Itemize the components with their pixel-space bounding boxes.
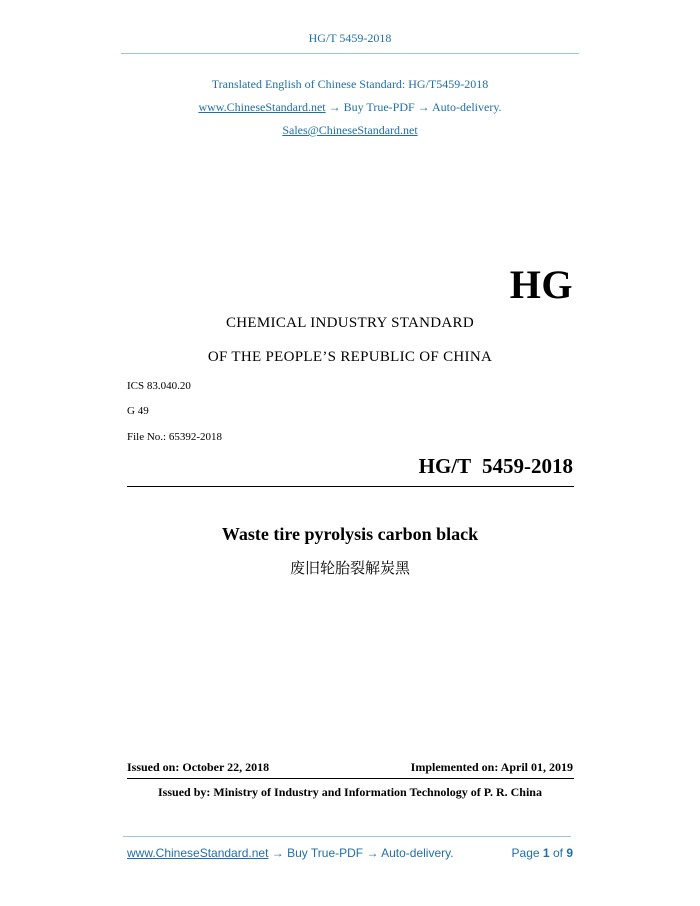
issuing-authority: Issued by: Ministry of Industry and Information Technology of P. R. China <box>158 785 542 799</box>
issued-on-date: Issued on: October 22, 2018 <box>127 760 270 774</box>
email-link[interactable]: Sales@ChineseStandard.net <box>282 123 418 137</box>
running-header-title: HG/T 5459-2018 <box>308 31 392 45</box>
dates-divider <box>127 778 574 779</box>
classification-code: G 49 <box>127 405 149 417</box>
footer-divider <box>123 836 571 837</box>
standard-code: HG/T 5459-2018 <box>418 454 573 478</box>
code-divider <box>127 486 574 487</box>
email-line <box>0 123 700 138</box>
file-number: File No.: 65392-2018 <box>127 431 223 443</box>
page-current: 1 <box>542 846 550 860</box>
header-divider <box>121 53 579 54</box>
promo-text: → Buy True-PDF → Auto-delivery. <box>325 100 502 114</box>
ics-code: ICS 83.040.20 <box>127 380 191 392</box>
standard-category-line2: OF THE PEOPLE’S REPUBLIC OF CHINA <box>207 349 493 365</box>
standard-logo-text: HG <box>509 262 573 307</box>
document-title-cn: 废旧轮胎裂解炭黑 <box>289 559 410 577</box>
site-link[interactable]: www.ChineseStandard.net <box>198 100 326 114</box>
translation-notice: Translated English of Chinese Standard: HG/T5459-2018 <box>211 77 489 91</box>
footer-promo-text: → Buy True-PDF → Auto-delivery. <box>268 846 454 860</box>
page-of: of <box>552 846 563 860</box>
page-indicator <box>512 846 573 860</box>
document-title-en: Waste tire pyrolysis carbon black <box>221 524 479 544</box>
page-label: Page <box>511 846 540 860</box>
page-total: 9 <box>566 846 573 860</box>
footer-promo <box>127 846 454 860</box>
footer-site-link[interactable]: www.ChineseStandard.net <box>127 846 269 860</box>
standard-category-line1: CHEMICAL INDUSTRY STANDARD <box>226 315 474 331</box>
implemented-on-date: Implemented on: April 01, 2019 <box>410 760 573 774</box>
promo-line <box>0 100 700 115</box>
